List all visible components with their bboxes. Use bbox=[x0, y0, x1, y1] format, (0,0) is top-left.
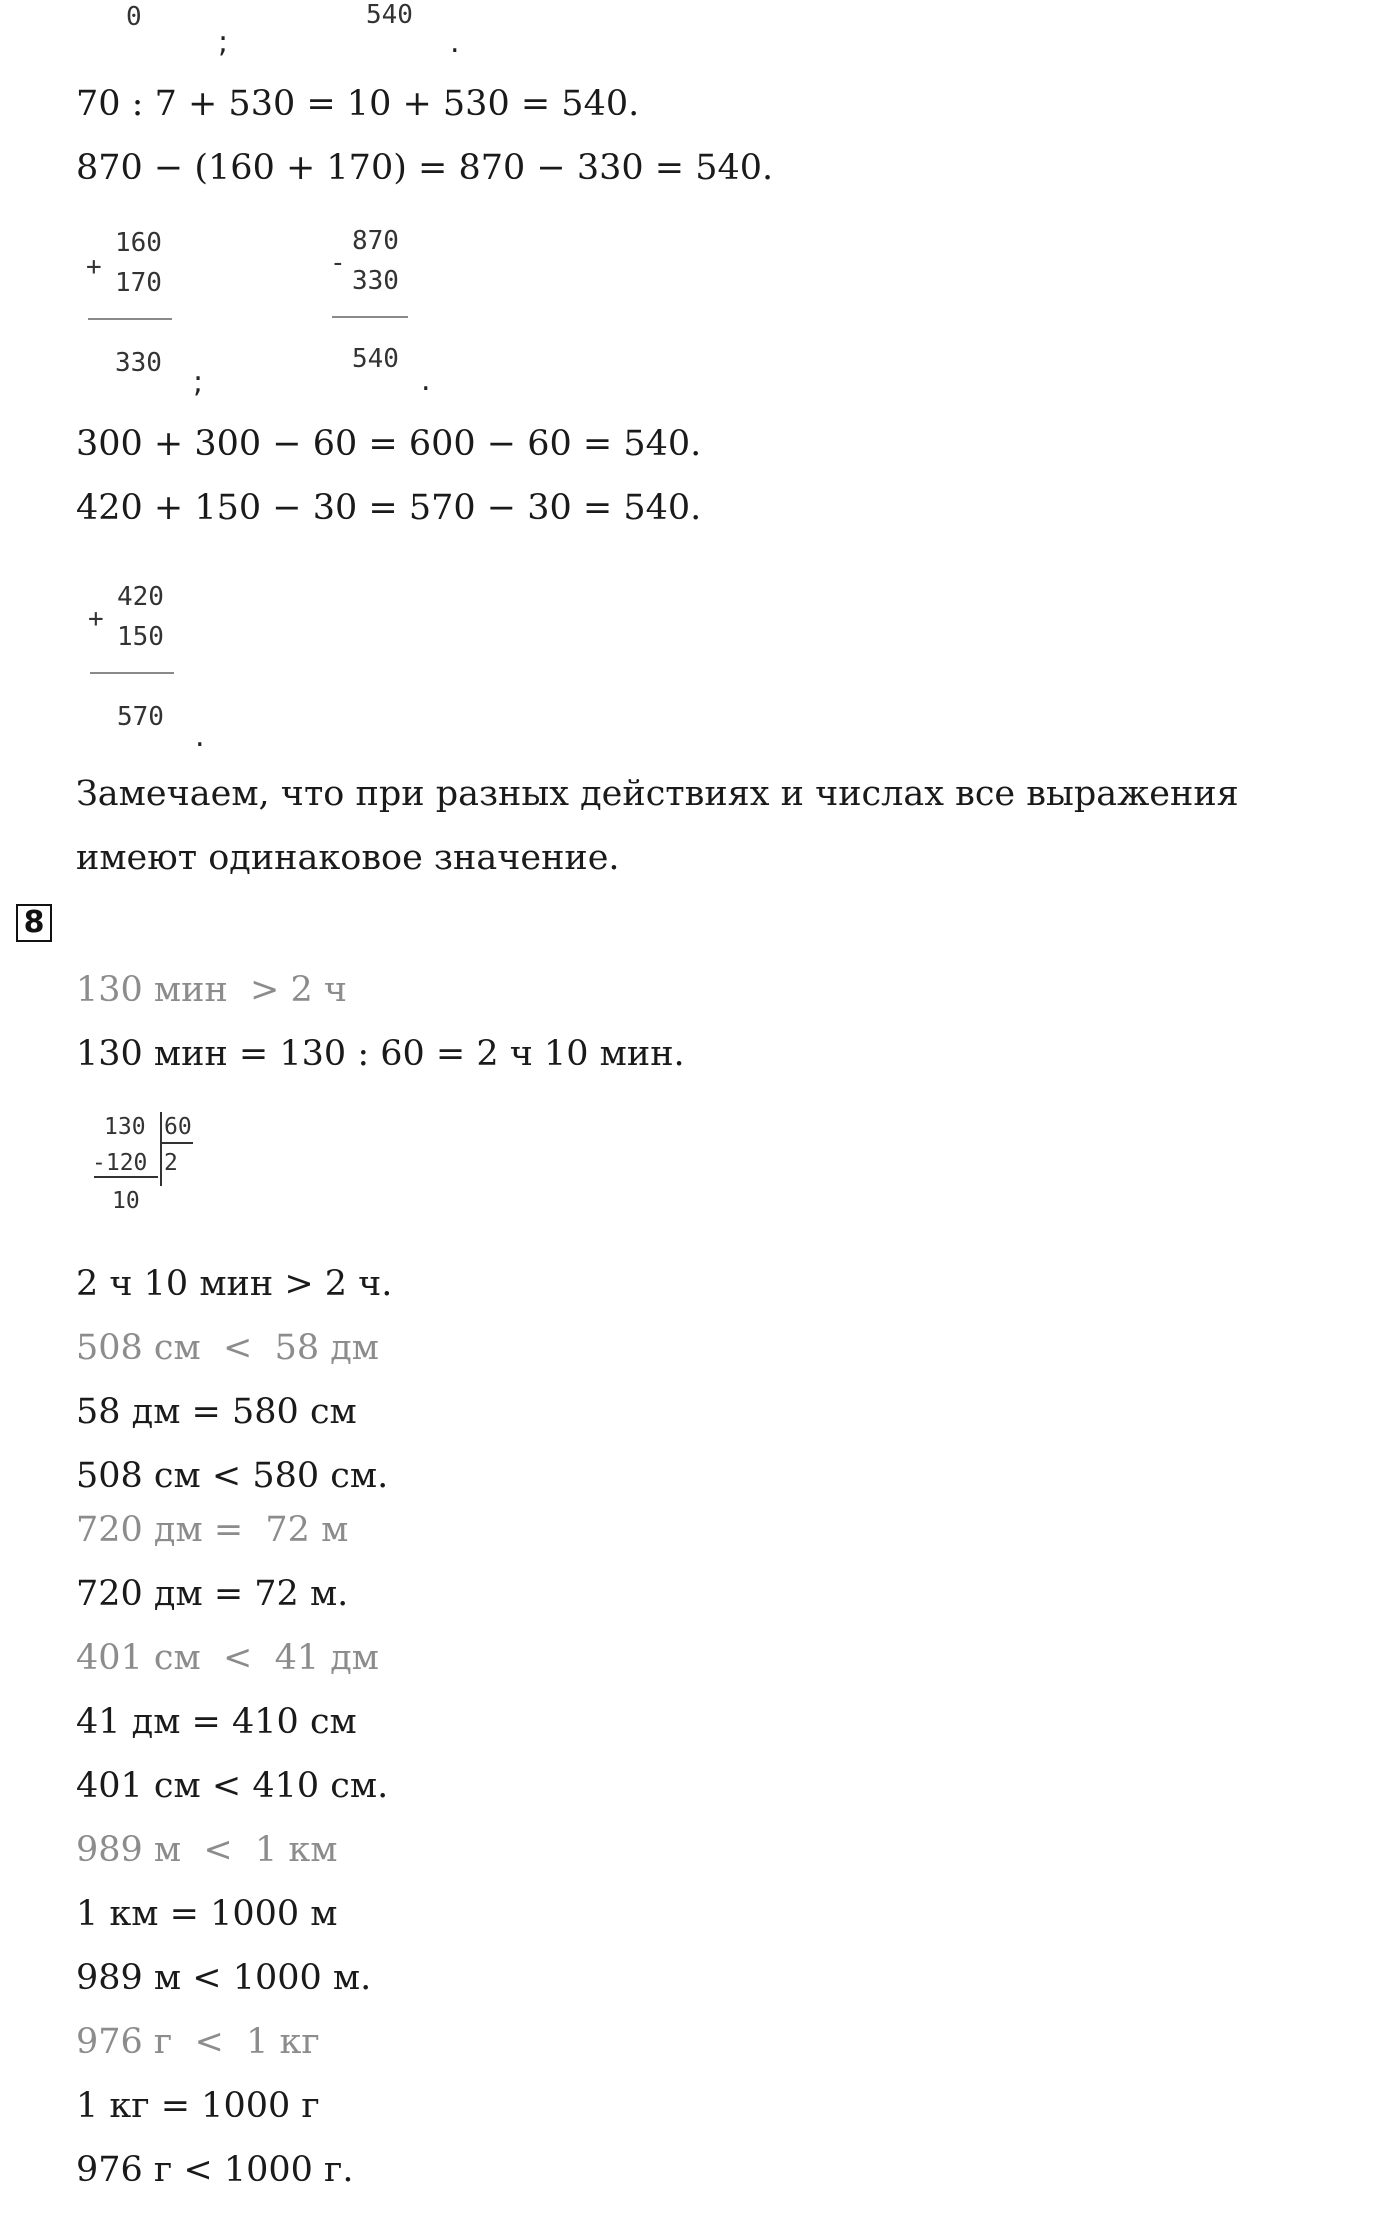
task-statement: 989 м < 1 км bbox=[76, 1830, 338, 1870]
column-sign: - bbox=[330, 248, 346, 278]
division-divisor: 60 bbox=[164, 1114, 192, 1140]
division-subtract: -120 bbox=[92, 1150, 148, 1176]
solution-line: 130 мин = 130 : 60 = 2 ч 10 мин. bbox=[76, 1034, 685, 1074]
solution-line: 41 дм = 410 см bbox=[76, 1702, 357, 1742]
solution-line: 58 дм = 580 см bbox=[76, 1392, 357, 1432]
divisor-rule bbox=[161, 1142, 193, 1144]
column-operand: 150 bbox=[117, 622, 164, 652]
task-statement: 976 г < 1 кг bbox=[76, 2022, 320, 2062]
top-result: 540 bbox=[366, 0, 413, 30]
conclusion-line: Замечаем, что при разных действиях и числах все выражения bbox=[76, 774, 1239, 814]
equation-line: 300 + 300 − 60 = 600 − 60 = 540. bbox=[76, 424, 702, 464]
solution-line: 976 г < 1000 г. bbox=[76, 2150, 354, 2190]
equation-line: 70 : 7 + 530 = 10 + 530 = 540. bbox=[76, 84, 640, 124]
solution-line: 2 ч 10 мин > 2 ч. bbox=[76, 1264, 393, 1304]
top-semicolon: ; bbox=[218, 25, 229, 60]
solution-line: 989 м < 1000 м. bbox=[76, 1958, 372, 1998]
column-operand: 870 bbox=[352, 226, 399, 256]
solution-line: 1 кг = 1000 г bbox=[76, 2086, 320, 2126]
column-result: 330 bbox=[115, 348, 162, 378]
column-result: 570 bbox=[117, 702, 164, 732]
column-operand: 160 bbox=[115, 228, 162, 258]
column-after: . bbox=[195, 719, 205, 754]
column-operand: 170 bbox=[115, 268, 162, 298]
equation-line: 420 + 150 − 30 = 570 − 30 = 540. bbox=[76, 488, 702, 528]
solution-line: 508 см < 580 см. bbox=[76, 1456, 389, 1496]
column-rule bbox=[332, 316, 408, 318]
column-operand: 330 bbox=[352, 266, 399, 296]
column-result: 540 bbox=[352, 344, 399, 374]
solution-line: 1 км = 1000 м bbox=[76, 1894, 338, 1934]
division-bar bbox=[160, 1112, 162, 1186]
column-after: . bbox=[421, 363, 431, 398]
task-statement: 130 мин > 2 ч bbox=[76, 970, 348, 1010]
division-quotient: 2 bbox=[164, 1150, 178, 1176]
subtract-rule bbox=[94, 1176, 158, 1178]
solution-line: 401 см < 410 см. bbox=[76, 1766, 389, 1806]
column-after: ; bbox=[193, 365, 204, 400]
column-sign: + bbox=[86, 252, 102, 282]
column-sign: + bbox=[88, 604, 104, 634]
top-period: . bbox=[450, 25, 460, 60]
solution-line: 720 дм = 72 м. bbox=[76, 1574, 349, 1614]
task-statement: 720 дм = 72 м bbox=[76, 1510, 349, 1550]
task-statement: 401 см < 41 дм bbox=[76, 1638, 380, 1678]
task-number-badge: 8 bbox=[16, 904, 52, 942]
column-operand: 420 bbox=[117, 582, 164, 612]
equation-line: 870 − (160 + 170) = 870 − 330 = 540. bbox=[76, 148, 774, 188]
division-remainder: 10 bbox=[112, 1188, 140, 1214]
top-zero: 0 bbox=[126, 2, 142, 32]
division-dividend: 130 bbox=[104, 1114, 146, 1140]
task-statement: 508 см < 58 дм bbox=[76, 1328, 380, 1368]
column-rule bbox=[88, 318, 172, 320]
column-rule bbox=[90, 672, 174, 674]
conclusion-line: имеют одинаковое значение. bbox=[76, 838, 620, 878]
